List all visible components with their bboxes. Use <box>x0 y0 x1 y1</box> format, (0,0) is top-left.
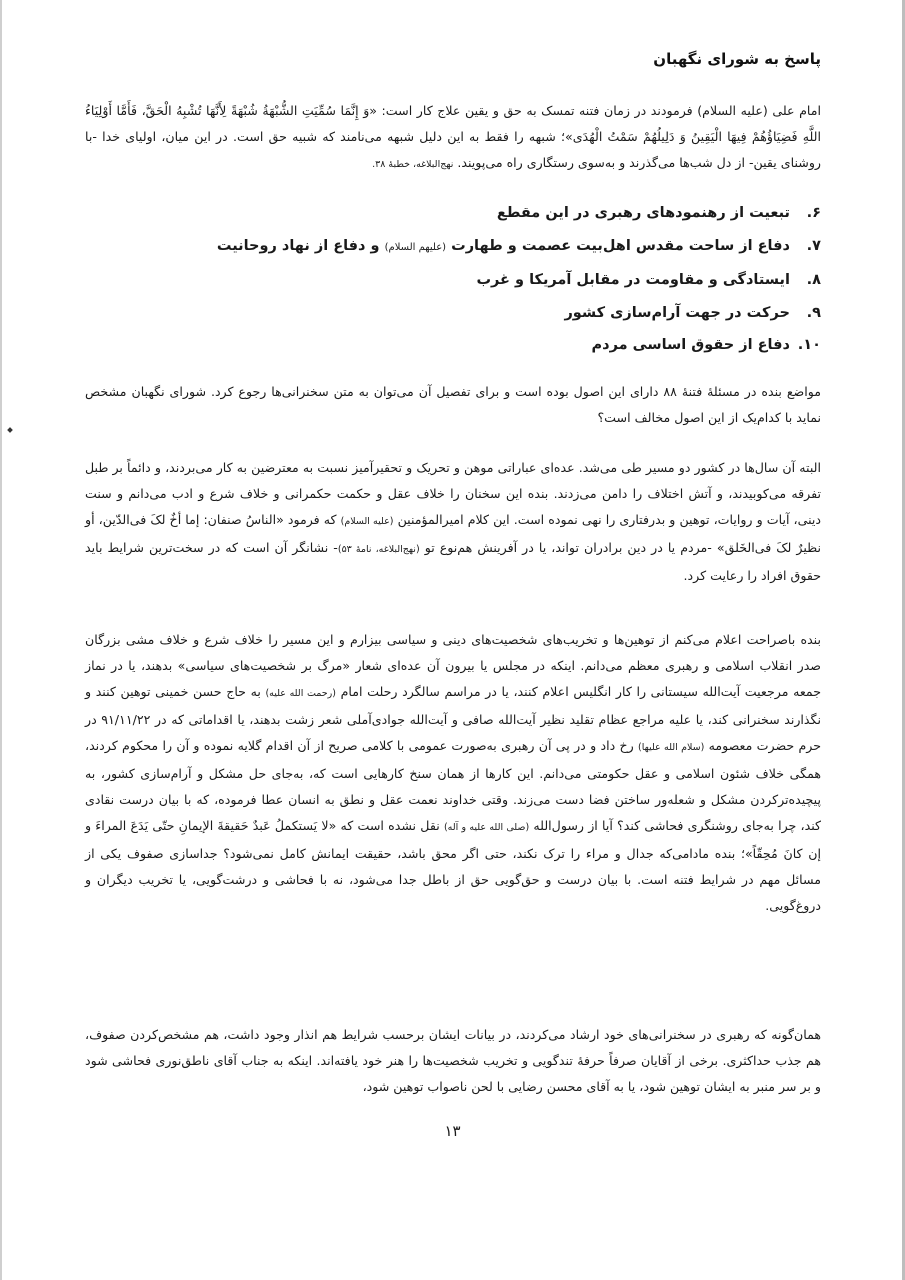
list-item <box>85 297 821 330</box>
intro-citation: نهج‌البلاغه، خطبهٔ ۳۸. <box>372 159 454 170</box>
running-header: پاسخ به شورای نگهبان <box>653 50 821 68</box>
paragraph-3-text-c: رخ داد و در پی آن رهبری به‌صورت عمومی با کلامی صریح از آن اقدام گلایه نموده و آن را محکوم کردند، همگی خلاف شئون اسلامی و عقل حکومتی می‌دانم. این کارها از همان سنخ کارهایی است که، به‌جای حل مشکل و آرام‌سازی کشور، به پیچیده‌ترکردن مشکل و شعله‌ور ساختن فضا دست می‌زند. وقتی خداوند نعمت عقل و نطق به انسان عطا فرموده، که با بیان درست نقادی کند، چرا به‌جای روشنگری فحاشی کند؟ آیا از رسول‌الله <box>85 738 821 833</box>
list-item-text: تبعیت از رهنمودهای رهبری در این مقطع <box>496 205 790 221</box>
list-item-text: ایستادگی و مقاومت در مقابل آمریکا و غرب <box>476 272 790 288</box>
list-item-number: ۸. <box>806 272 821 288</box>
paragraph-3-text-d: نقل نشده است که «لا یَستکملُ عَبدٌ حَقیقةَ الإیمانِ حتّی یَدَعَ المراءَ و إن کانَ مُحِقّاً»؛ بنده مادامی‌که جدال و مراء را ترک نکند، حتی اگر محق باشد، حقیقت ایمانش کامل نمی‌شود؟ جداسازی صفوف یکی از مسائل مهم در شرایط فتنه است. با بیان درست و حق‌گویی حق از باطل جدا می‌شود، نه با فحاشی و درشت‌گویی، یا تخریب دیگران و دروغ‌گویی. <box>85 818 821 913</box>
list-item-text: دفاع از ساحت مقدس اهل‌بیت عصمت و طهارت <box>451 237 790 254</box>
paragraph-4: همان‌گونه که رهبری در سخنرانی‌های خود ارشاد می‌کردند، در بیانات ایشان برحسب شرایط هم انذار وجود داشت، هم مشخص‌کردن صفوف، هم جذب حداکثری. برخی از آقایان صرفاً حرفهٔ تندگویی و تخریب شخصیت‌ها را هنر خود یافته‌اند. اینکه به جناب آقای ناطق‌نوری فحاشی شود و بر سر منبر به ایشان توهین شود، یا به آقای محسن رضایی با لحن ناصواب توهین شود، <box>85 1027 821 1094</box>
principles-list <box>85 197 821 362</box>
list-item-number: ۱۰. <box>797 337 821 353</box>
list-item <box>85 329 821 362</box>
page-number: ۱۳ <box>444 1122 461 1140</box>
list-item <box>85 264 821 297</box>
intro-paragraph <box>85 98 821 178</box>
paragraph-3-text-b: به حاج حسن خمینی توهین کنند و نگذارند سخنرانی کند، یا علیه مراجع عظام تقلید نظیر آیت‌الله صافی و آیت‌الله جوادی‌آملی شعر زشت بدهند، یا اقداماتی که در ۹۱/۱۱/۲۲ در حرم حضرت معصومه <box>85 684 821 753</box>
list-item-number: ۶. <box>806 205 821 221</box>
paragraph-2-text-a: البته آن سال‌ها در کشور دو مسیر طی می‌شد. عده‌ای عباراتی موهن و تحریک و تحقیرآمیز نسبت به معترضین به کار می‌بردند، و دائماً بر طبل تفرقه می‌کوبیدند، و آتش اختلاف را دامن می‌زدند. بنده این سخنان را خلاف عقل و حکمت حکمرانی و خلاف شرع و ادب می‌دانم و سنت دینی، آیات و روایات، توهین و بدرفتاری را نهی نموده است. این کلام امیرالمؤمنین <box>85 460 822 527</box>
list-item <box>85 230 821 265</box>
paragraph-2-text-c: - نشانگر آن است که در سخت‌ترین شرایط باید حقوق افراد را رعایت کرد. <box>85 540 821 583</box>
list-item-text: حرکت در جهت آرام‌سازی کشور <box>564 304 790 321</box>
list-item-number: ۷. <box>806 237 821 254</box>
intro-text: امام علی (علیه السلام) فرمودند در زمان فتنه تمسک به حق و یقین علاج کار است: «وَ إِنَّمَا سُمِّیَتِ الشُّبْهَةُ شُبْهَةً لِأَنَّهَا تُشْبِهُ الْحَقَّ، فَأَمَّا أَوْلِیَاءُ اللَّهِ فَضِیَاؤُهُمْ فِیهَا الْیَقِینُ وَ دَلِیلُهُمْ سَمْتُ الْهُدَی»؛ شبهه را فقط به این دلیل شبهه می‌نامند که شبیه حق است. در این میان، اولیای خدا -با روشنای یقین- از دل شب‌ها می‌گذرند و به‌سوی رستگاری راه می‌پویند. <box>85 103 821 170</box>
list-item-text: دفاع از حقوق اساسی مردم <box>591 337 790 353</box>
paragraph-3-note-2: (سلام الله علیها) <box>638 742 705 753</box>
paragraph-3-note-3: (صلی الله علیه و آله) <box>443 822 530 833</box>
paragraph-2-note-2: (نهج‌البلاغه، نامهٔ ۵۳) <box>337 544 420 555</box>
list-item-note: (علیهم السلام) <box>384 241 447 253</box>
paragraph-3-note-1: (رحمت الله علیه) <box>265 688 336 699</box>
paragraph-2-text-b: که فرمود «الناسُ صنفان: إما أخٌ لکَ فی‌الدّین، أو نظیرٌ لکَ فی‌الخَلق» -مردم یا در دین برادران تواند، یا در آفرینش هم‌نوع تو <box>85 512 821 555</box>
paragraph-2-note-1: (علیه السلام) <box>340 516 394 527</box>
list-item <box>85 197 821 230</box>
paragraph-2 <box>85 455 821 589</box>
list-item-text-after: و دفاع از نهاد روحانیت <box>216 237 380 254</box>
list-item-number: ۹. <box>806 304 821 321</box>
paragraph-3-text-a: بنده باصراحت اعلام می‌کنم از توهین‌ها و تخریب‌های شخصیت‌های دینی و سیاسی بیزارم و این مسیر را خلاف شرع و خلاف مشی بزرگان صدر انقلاب اسلامی و رهبری معظم می‌دانم. اینکه در مجلس یا بیرون آن عده‌ای شعار «مرگ بر شخصیت‌های سیاسی» بدهند، یا در نماز جمعه مرجعیت آیت‌الله سیستانی را کار انگلیس اعلام کنند، یا در مراسم سالگرد رحلت امام <box>85 632 821 699</box>
paragraph-1: مواضع بنده در مسئلهٔ فتنهٔ ۸۸ دارای این اصول بوده است و برای تفصیل آن می‌توان به متن سخنرانی‌ها رجوع کرد. شورای نگهبان مشخص نماید با کدام‌یک از این اصول مخالف است؟ <box>85 384 821 425</box>
paragraph-3 <box>85 627 821 919</box>
